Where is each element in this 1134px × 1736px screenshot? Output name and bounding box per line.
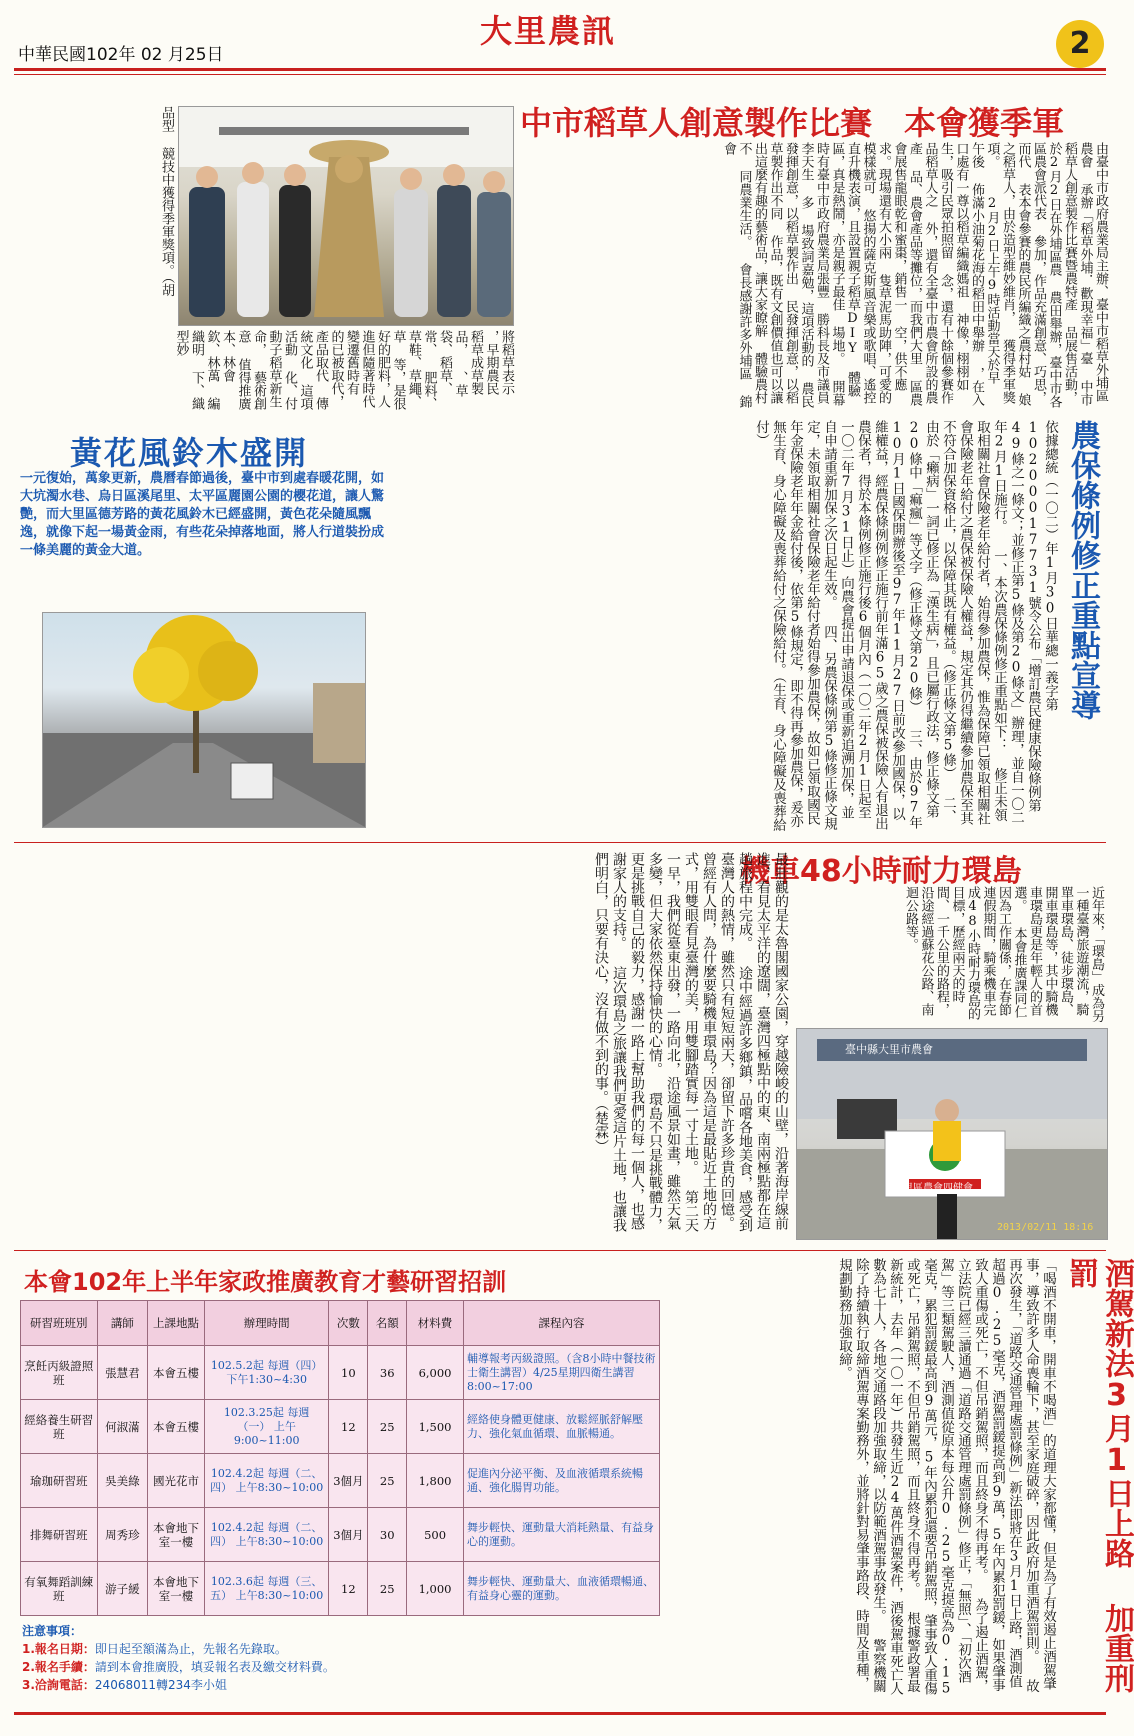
scarecrow-col: 民發揮創意，以稻草製作出不同 [767, 142, 798, 404]
motorbike-col: 最壯觀的是太魯閣國家公園，穿越險峻的山壁，沿著海岸線前進，看見太平洋的遼闊，臺灣四極點中的東、南兩極點都在這趟旅程中完成。 [737, 852, 789, 1230]
motorbike-body-right [794, 886, 1104, 1026]
note-text: 24068011轉234李小姐 [94, 1678, 227, 1692]
scarecrow-col: 空，供不應求。現場還有大小兩 [876, 142, 907, 391]
insurance-col: 二、由於「癩病」一詞已修正為「漢生病」，且已屬行政法，修正條文第20條中「痲瘋」等文字（修正條文第20條） [906, 420, 956, 824]
motorbike-photo-banner: 大里區農會四健會 [893, 1183, 973, 1194]
course-name: 瑜珈研習班 [21, 1454, 98, 1508]
scarecrow-col: 值得推廣 [235, 358, 251, 410]
scarecrow-col: 、草袋、稻草、常、 [421, 330, 468, 397]
insurance-col: 依據總統（一〇二）年1月30日華總一義字第10200017731號令公布「增訂農民健康保險條例第49條之一條文；並修正第5條及第20條文」辦理，並自一〇二年2月1日施行。 [991, 420, 1058, 824]
drunk-title: 酒駕新法3月1日上路 加重刑罰 [1063, 1258, 1134, 1693]
scarecrow-col: 體驗區，真是熱鬧，亦是親子最佳 [829, 142, 860, 397]
scarecrow-col: 多 [798, 196, 814, 209]
motorbike-col: 近年來，「環島」成為另一種臺灣旅遊潮流，騎單車環島、徒步環島、開車環島等，其中騎機車環島更是年輕人的首選。 [1011, 886, 1104, 1023]
scarecrow-col: 化、付 [282, 371, 297, 410]
col-header: 次數 [329, 1301, 368, 1346]
scarecrow-col: 的已被取代， [328, 330, 344, 408]
motorbike-col: 本會推廣課同仁因為工作關係，在春節連假期間，騎乘機車完成48小時耐力環島的目標，歷經兩天的時間、一千公里的路程，沿途經過蘇花公路、南迴公路等。 [903, 886, 1027, 1020]
course-content: 經絡使身體更健康、放鬆經脈舒解壓力、強化氣血循環、血脈暢通。 [463, 1400, 659, 1454]
drunk-col: 「喝酒不開車，開車不喝酒」的道理大家都懂，但是為了有效遏止酒駕肇事，導致許多人命喪輪下，甚至家庭破碎，因此政府加重酒駕罰則。 [1023, 1258, 1056, 1690]
scarecrow-col: 勝科長及市議員李天生 [798, 142, 829, 404]
scarecrow-col: 欽、林萬 [204, 330, 220, 382]
masthead: 大里農訊 [480, 12, 617, 50]
motorbike-title: 機車48小時耐力環島 [740, 854, 1022, 889]
drunk-body [676, 1258, 1056, 1698]
header-date: 中華民國102年 02 月25日 [18, 45, 224, 65]
scarecrow-col: 進但隨著時代變遷舊時有 [344, 330, 375, 408]
scarecrow-col: 同農業生活。 [736, 170, 752, 248]
course-times: 3個月 [329, 1454, 368, 1508]
scarecrow-col: 悠揚的薩克斯風音樂或歌唱、遙控 [860, 209, 876, 404]
course-times: 10 [329, 1346, 368, 1400]
golden-bell-photo [42, 612, 366, 828]
scarecrow-col: 隻草泥馬助陣，可愛的模樣就可 [860, 142, 891, 404]
motorbike-col: 第二天一早，我們從臺東出發，一路向北，沿途風景如畫，雖然天氣多變，但大家依然保持愉快的心情。 [647, 852, 699, 1232]
scarecrow-col: 午後 [969, 142, 984, 168]
scarecrow-col: 傳統文化 [297, 330, 328, 410]
scarecrow-col: 區農會展售龍眼乾和蜜棗，銷售一 [891, 142, 922, 406]
course-times: 12 [329, 1400, 368, 1454]
insurance-col: 四、另農保條例第5條修正條文規定，未領取相關社會保險老年給付者始得參加農保，故如已領取國民年金保險老年年金給付後，依第5條規定，即不得再參加農保，爰亦無生育、身心障礙及喪葬給付之保險給付。（生育、身心障礙及喪葬給付） [753, 420, 837, 832]
scarecrow-col: 場地。 [829, 326, 845, 365]
section-divider-2 [14, 1250, 1106, 1251]
scarecrow-col: 型妙 [173, 330, 189, 356]
course-name: 經絡養生研習班 [21, 1400, 98, 1454]
course-place: 國光花市 [148, 1454, 205, 1508]
drunk-col: 根據警政署最新統計，去年（一〇一年）共發生近24萬件酒駕案件，酒後駕車死亡人數為七十人，各地交通路段加強取締，以防範酒駕事故發生。 [870, 1258, 920, 1695]
course-content: 輔導報考丙級證照。（含8小時中餐技術士衛生講習）4/25星期四衛生講習 8:00~17:00 [463, 1346, 659, 1400]
scarecrow-col: 承辦「稻草外埔．歡現幸福」臺 [1077, 183, 1093, 365]
note-item [22, 1640, 662, 1658]
motorbike-col: 這次環島之旅讓我們更愛這片土地，也讓我們明白，只要有決心，沒有做不到的事。（楚霖） [593, 852, 627, 1232]
note-label: 2.報名手續： [22, 1660, 95, 1674]
notes-title: 注意事項： [22, 1624, 83, 1638]
scarecrow-col: 錦會 [721, 142, 752, 408]
scarecrow-col: 競技中獲得季軍獎項。（胡 [159, 147, 174, 297]
table-row [21, 1400, 660, 1454]
course-time: 102.3.25起 每週（一） 上午9:00~11:00 [204, 1400, 329, 1454]
insurance-col: 一、本次農保條例修正重點如下： [991, 549, 1007, 752]
col-header: 材料費 [407, 1301, 464, 1346]
course-fee: 1,800 [407, 1454, 464, 1508]
note-item [22, 1676, 662, 1694]
course-quota: 25 [368, 1562, 407, 1616]
motorbike-photo-image [797, 1029, 1107, 1239]
scarecrow-col: 場致詞嘉勉，這項活動的 [798, 224, 814, 367]
scarecrow-photo [178, 106, 514, 326]
scarecrow-col: 開幕時有臺中市政府農業局張豐 [814, 142, 845, 406]
course-time: 102.4.2起 每週（二、四） 上午8:30~10:00 [204, 1508, 329, 1562]
scarecrow-col: 品展售活動，於2月2日在外埔區農 [1046, 142, 1077, 404]
note-text: 請到本會推廣股，填妥報名表及繳交材料費。 [94, 1660, 335, 1674]
scarecrow-photo-image [179, 107, 513, 325]
scarecrow-col: ，早期農民 [483, 330, 499, 395]
note-text: 即日起至額滿為止，先報名先錄取。 [94, 1642, 287, 1656]
scarecrow-col: 體驗農村不 [736, 142, 767, 404]
scarecrow-col: 動子稻草新生命， [251, 330, 282, 408]
insurance-col: 修正未領取相關社會保險老年給付者，始得參加農保，惟為保障已領取相關社會保險老年給付之農保被保險人權益，規定其仍得繼續參加農保至其不符合加保資格止，以保障其既有權益。（修正條文第5條） [940, 420, 1007, 825]
courses-notes [22, 1622, 662, 1694]
course-teacher: 吳美綠 [97, 1454, 148, 1508]
scarecrow-col: 作品，既有文創價值也可以讓 [767, 235, 783, 404]
page-number: 2 [1069, 26, 1091, 61]
course-fee: 500 [407, 1508, 464, 1562]
scarecrow-col: 佈滿小油菊花海的稻田中舉辦 [969, 183, 984, 352]
scarecrow-col: 農民發揮創意，以稻草製作出 [783, 142, 814, 408]
col-header: 上課地點 [148, 1301, 205, 1346]
scarecrow-col: 品、農會產品等攤位，而我們大里 [907, 170, 922, 365]
course-name: 烹飪丙級證照班 [21, 1346, 98, 1400]
courses-title: 本會102年上半年家政推廣教育才藝研習招訓 [24, 1268, 507, 1296]
motorbike-photo-timestamp: 2013/02/11 18:16 [997, 1222, 1094, 1233]
scarecrow-col: 直升機表演，且設置親子稻草DIY [845, 142, 860, 356]
course-place: 本會五樓 [148, 1400, 205, 1454]
note-item [22, 1658, 662, 1676]
scarecrow-col: 念，還有十餘個參賽作品稻草人之 [922, 142, 953, 404]
course-place: 本會地下室一樓 [148, 1562, 205, 1616]
scarecrow-col: 本、林會 [220, 330, 235, 382]
scarecrow-title: 中市稻草人創意製作比賽 本會獲季軍 [520, 104, 1065, 142]
table-row [21, 1346, 660, 1400]
motorbike-col: 環島不只是挑戰體力，更是挑戰自己的毅力，感謝一路上幫助我們的每一個人，也感謝家人的支持。 [611, 852, 663, 1232]
course-teacher: 何淑滿 [97, 1400, 148, 1454]
course-teacher: 張慧君 [97, 1346, 148, 1400]
note-label: 1.報名日期： [22, 1642, 95, 1656]
scarecrow-col: 神像，栩栩如生，吸引民眾拍照留 [938, 142, 969, 391]
course-time: 102.5.2起 每週（四） 下午1:30~4:30 [204, 1346, 329, 1400]
course-teacher: 游子緩 [97, 1562, 148, 1616]
scarecrow-body-right [522, 142, 1108, 410]
scarecrow-col: 由臺中市政府農業局主辦、臺中市稻草外埔區農會 [1077, 142, 1108, 402]
course-place: 本會地下室一樓 [148, 1508, 205, 1562]
golden-bell-photo-image [43, 613, 365, 827]
scarecrow-col: ，在入口處有一尊以稻草編織媽祖 [953, 142, 984, 406]
course-fee: 1,500 [407, 1400, 464, 1454]
table-row [21, 1562, 660, 1616]
table-row [21, 1508, 660, 1562]
col-header: 辦理時間 [204, 1301, 329, 1346]
drunk-col: 故再次發生，「道路交通管理處罰條例」新法即將在3月1日上路，酒測值超過0.25毫克，酒駕罰鍰提高到9萬，5年內累犯罰鍰，如果肇事致人重傷或死亡，不但吊銷駕照，而且終身不得再考。 [972, 1258, 1039, 1693]
courses-table [20, 1300, 660, 1616]
scarecrow-col: 參加，作品充滿創意、巧思，而代 [1015, 142, 1046, 404]
course-place: 本會五樓 [148, 1346, 205, 1400]
scarecrow-col: 表本會參賽的農民所編織之農村姑 [1015, 183, 1031, 378]
scarecrow-col: 中市稻草人創意製作比賽暨農特產 [1062, 142, 1093, 406]
col-header: 課程內容 [463, 1301, 659, 1346]
footer-rule [14, 1712, 1106, 1715]
scarecrow-col: 農田舉辦，臺中市各區農會派代表 [1031, 142, 1062, 408]
golden-bell-title: 黃花風鈴木盛開 [70, 434, 309, 472]
col-header: 講師 [97, 1301, 148, 1346]
page-number-badge [1056, 20, 1104, 68]
scarecrow-col: 這項活動 [282, 330, 313, 410]
scarecrow-col: 外，還有全臺中市農會所設的農產 [907, 142, 938, 404]
course-content: 舞步輕快、運動量大消耗熱量、有益身心的運動。 [463, 1508, 659, 1562]
scarecrow-col: 藝術創意 [235, 330, 266, 410]
motorbike-col: 途中經過許多鄉鎮，品嚐各地美食，感受到臺灣人的熱情，雖然只有短短兩天，卻留下許多珍貴的回憶。 [719, 852, 753, 1232]
scarecrow-col: 肥料、草鞋、草繩、草 [390, 330, 437, 410]
course-content: 舞步輕快、運動量大、血液循環暢通、有益身心靈的運動。 [463, 1562, 659, 1616]
courses-table-header [21, 1301, 660, 1346]
course-quota: 30 [368, 1508, 407, 1562]
motorbike-col: 曾經有人問，為什麼要騎機車環島？因為這是最貼近土地的方式，用雙眼看見臺灣的美，用雙腳踏實每一寸土地。 [683, 852, 717, 1230]
course-times: 3個月 [329, 1508, 368, 1562]
scarecrow-col: 下、織 [189, 371, 204, 410]
insurance-title: 農保條例修正重點宣導 [1065, 420, 1100, 720]
scarecrow-col: 編織明 [189, 330, 220, 410]
scarecrow-col: 等，是很好的肥料，人 [375, 330, 406, 410]
scarecrow-col: 出這麼有趣的藝術品，讓大家瞭解 [752, 142, 767, 337]
course-fee: 6,000 [407, 1346, 464, 1400]
insurance-col: 三、由於97年10月1日國保開辦後至97年11月27日前改參加國保，以維權益，經農保條例例修正施行前年滿65歲之農保被保險人有退出農保者，得於本條例修正施行後6個月內（一〇二年2月1日起至一〇二年7月31日止）向農會提出申請退保或重新追溯加保，並自申請重新加保之次日起生效。 [821, 420, 922, 830]
course-time: 102.3.6起 每週（三、五） 上午8:30~10:00 [204, 1562, 329, 1616]
section-divider [14, 842, 1106, 843]
insurance-body [398, 420, 1058, 832]
table-row [21, 1454, 660, 1508]
course-teacher: 周秀珍 [97, 1508, 148, 1562]
course-content: 促進內分泌平衡、及血液循環系統暢通、強化腸胃功能。 [463, 1454, 659, 1508]
scarecrow-col: 娘之稻草人，由於造型維妙維肖， [1000, 142, 1031, 406]
course-name: 排舞研習班 [21, 1508, 98, 1562]
scarecrow-col: 產品取代 [313, 330, 328, 382]
course-time: 102.4.2起 每週（二、四） 上午8:30~10:00 [204, 1454, 329, 1508]
golden-bell-intro: 一元復始，萬象更新，農曆春節過後，臺中市到處春暖花開，如大坑濁水巷、烏日區溪尾里、太平區麗園公園的櫻花道，讓人驚艷，而大里區德芳路的黃花風鈴木已經盛開，黃色花朵隨風飄逸，就像下起一場黃金雨，有些花朵掉落地面，將人行道裝扮成一條美麗的黃金大道。 [20, 471, 385, 558]
motorbike-body-left [14, 852, 790, 1238]
scarecrow-col: 稻草成草製品， [452, 330, 483, 395]
scarecrow-body-under-photo [173, 330, 514, 410]
header-rule [14, 68, 1106, 71]
col-header: 名額 [368, 1301, 407, 1346]
scarecrow-col: 2月2日上午9時活動當天於早 [984, 183, 1000, 384]
drunk-col: 為了遏止酒駕，立法院已經三讀通過「道路交通管理處罰條例」修正，「無照」、「初次酒駕」等三類駕駛人，酒測值從原本每公升0.25毫克提高為0.15毫克，累犯罰鍰最高到9萬元，5年內累犯還要吊銷駕照，肇事致人重傷或死亡，吊銷駕照，不但吊銷駕照，而且終身不得再考。 [904, 1258, 988, 1697]
course-quota: 25 [368, 1400, 407, 1454]
drunk-col: 警察機關除了持續執行取締酒駕專案勤務外，並將針對易肇事路段、時間及車種，規劃勤務加強取締。 [836, 1258, 886, 1693]
course-quota: 25 [368, 1454, 407, 1508]
scarecrow-body-left [14, 106, 174, 406]
course-times: 12 [329, 1562, 368, 1616]
scarecrow-col: 將稻草表示 [499, 330, 514, 395]
motorbike-photo-building: 臺中縣大里市農會 [845, 1043, 933, 1056]
course-name: 有氧舞蹈訓練班 [21, 1562, 98, 1616]
header-rule-thin [14, 74, 1106, 75]
scarecrow-col: 會長感謝許多外埔區 [736, 263, 752, 380]
motorbike-photo [796, 1028, 1108, 1240]
course-fee: 1,000 [407, 1562, 464, 1616]
scarecrow-col: 品型 [159, 106, 174, 132]
course-quota: 36 [368, 1346, 407, 1400]
col-header: 研習班班別 [21, 1301, 98, 1346]
note-label: 3.洽詢電話： [22, 1678, 95, 1692]
scarecrow-col: 獲得季軍獎項。 [984, 142, 1015, 404]
